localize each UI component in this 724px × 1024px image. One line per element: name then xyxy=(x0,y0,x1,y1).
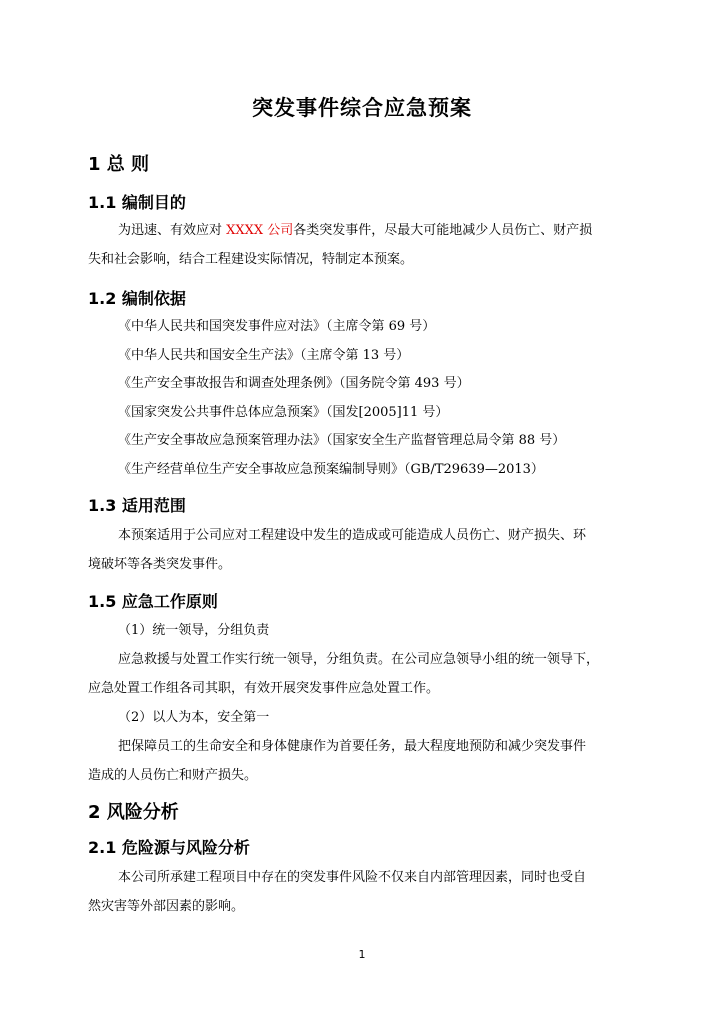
reference-item: 《生产经营单位生产安全事故应急预案编制导则》（GB/T29639—2013） xyxy=(118,462,544,477)
principle-2-line-2: 造成的人员伤亡和财产损失。 xyxy=(88,768,258,783)
section-2-1-line-1: 本公司所承建工程项目中存在的突发事件风险不仅来自内部管理因素，同时也受自 xyxy=(118,870,587,885)
section-2-heading: 2 风险分析 xyxy=(88,802,179,823)
section-1-1-line-1 xyxy=(118,222,592,240)
page-number: 1 xyxy=(358,948,366,961)
reference-item: 《生产安全事故报告和调查处理条例》（国务院令第 493 号） xyxy=(118,376,470,391)
section-1-1-line-2: 失和社会影响，结合工程建设实际情况，特制定本预案。 xyxy=(88,252,414,267)
section-1-3-heading: 1.3 适用范围 xyxy=(88,496,186,515)
company-name: XXXX 公司 xyxy=(226,223,294,238)
section-1-2-heading: 1.2 编制依据 xyxy=(88,289,186,308)
principle-1-line-1: 应急救援与处置工作实行统一领导，分组负责。在公司应急领导小组的统一领导下， xyxy=(118,652,600,667)
reference-item: 《国家突发公共事件总体应急预案》（国发[2005]11 号） xyxy=(118,405,449,420)
principle-1-line-2: 应急处置工作组各司其职，有效开展突发事件应急处置工作。 xyxy=(88,681,440,696)
principle-1-title: （1）统一领导，分组负责 xyxy=(118,623,270,638)
document-title: 突发事件综合应急预案 xyxy=(252,96,472,120)
section-1-3-line-1: 本预案适用于公司应对工程建设中发生的造成或可能造成人员伤亡、财产损失、环 xyxy=(118,528,587,543)
section-2-1-heading: 2.1 危险源与风险分析 xyxy=(88,838,250,857)
principle-2-line-1: 把保障员工的生命安全和身体健康作为首要任务，最大程度地预防和减少突发事件 xyxy=(118,739,587,754)
reference-item: 《中华人民共和国突发事件应对法》（主席令第 69 号） xyxy=(118,319,436,334)
section-1-heading: 1 总 则 xyxy=(88,154,150,175)
section-1-1-heading: 1.1 编制目的 xyxy=(88,193,186,212)
reference-item: 《生产安全事故应急预案管理办法》（国家安全生产监督管理总局令第 88 号） xyxy=(118,433,566,448)
section-1-5-heading: 1.5 应急工作原则 xyxy=(88,592,218,611)
principle-2-title: （2）以人为本，安全第一 xyxy=(118,710,270,725)
reference-item: 《中华人民共和国安全生产法》（主席令第 13 号） xyxy=(118,348,410,363)
section-1-3-line-2: 境破坏等各类突发事件。 xyxy=(88,557,232,572)
line-text: 为迅速、有效应对 xyxy=(118,223,227,238)
line-text: 各类突发事件，尽最大可能地减少人员伤亡、财产损 xyxy=(293,223,593,238)
section-2-1-line-2: 然灾害等外部因素的影响。 xyxy=(88,899,245,914)
